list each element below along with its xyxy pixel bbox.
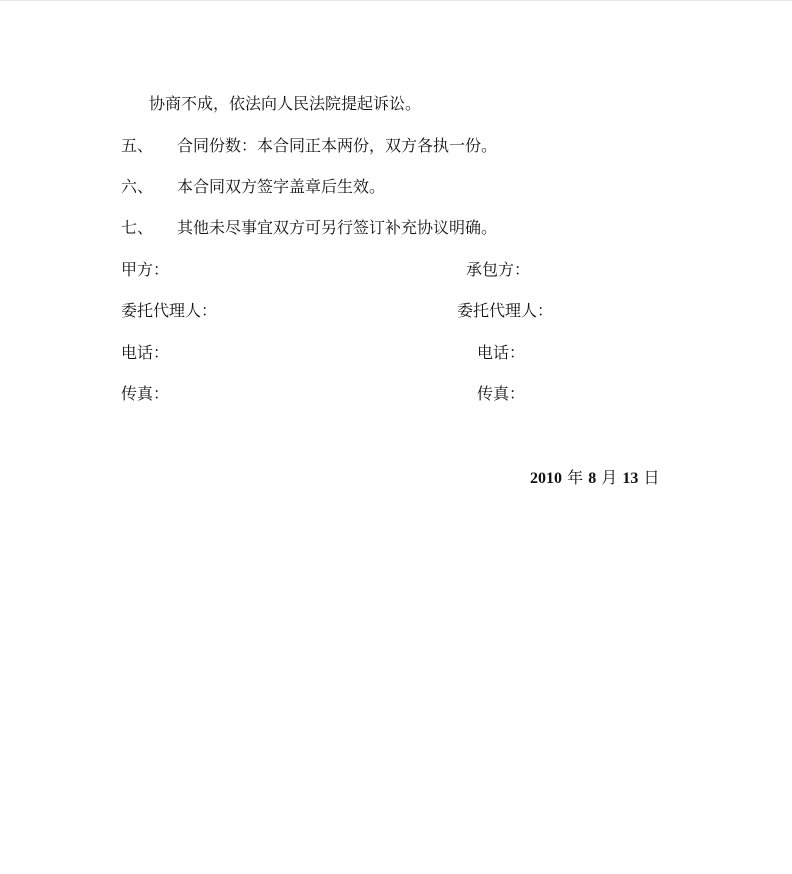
contractor-agent-label: 委托代理人： xyxy=(457,301,554,320)
date-year-unit: 年 xyxy=(567,468,584,487)
contractor-label: 承包方： xyxy=(466,260,531,279)
date-day: 13 xyxy=(622,470,639,487)
clause-6-number: 六、 xyxy=(121,177,154,196)
party-a-phone-label: 电话： xyxy=(121,343,170,362)
date-month-unit: 月 xyxy=(601,468,618,487)
contractor-fax-label: 传真： xyxy=(477,384,526,403)
clause-5-number: 五、 xyxy=(121,136,154,155)
party-a-fax-label: 传真： xyxy=(121,384,170,403)
clause-6-text: 本合同双方签字盖章后生效。 xyxy=(177,177,386,196)
continuation-text: 协商不成，依法向人民法院提起诉讼。 xyxy=(149,94,422,113)
date-month: 8 xyxy=(588,470,597,487)
page-top-border xyxy=(0,0,792,1)
signing-date xyxy=(530,468,660,489)
contractor-phone-label: 电话： xyxy=(477,343,526,362)
clause-7-number: 七、 xyxy=(121,218,154,237)
clause-7-text: 其他未尽事宜双方可另行签订补充协议明确。 xyxy=(177,218,498,237)
date-year: 2010 xyxy=(530,470,562,487)
party-a-label: 甲方： xyxy=(121,260,170,279)
party-a-agent-label: 委托代理人： xyxy=(121,301,218,320)
clause-5-text: 合同份数：本合同正本两份，双方各执一份。 xyxy=(177,136,498,155)
date-day-unit: 日 xyxy=(643,468,660,487)
